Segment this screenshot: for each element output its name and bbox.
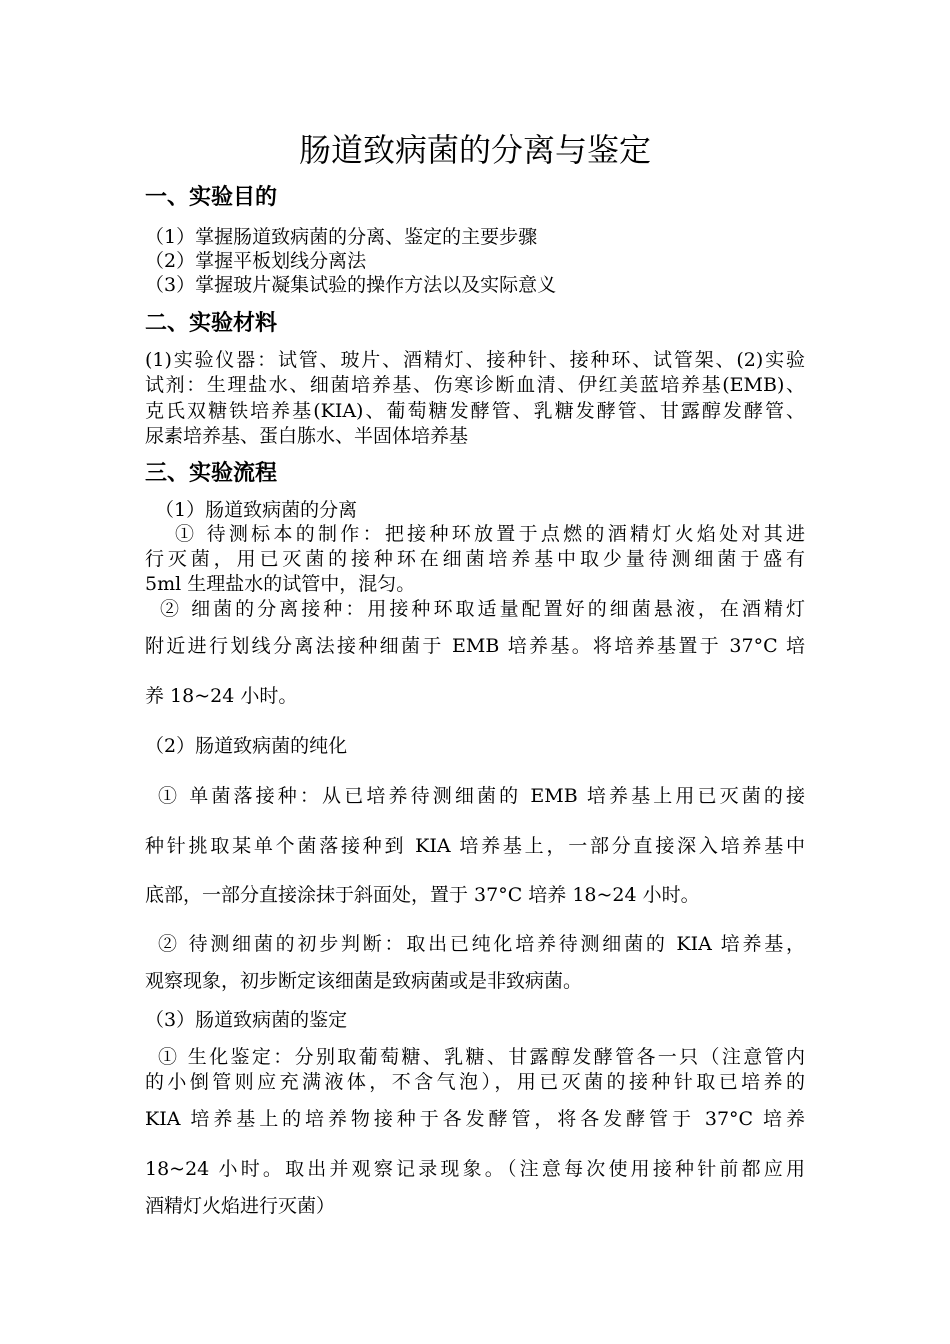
step-line: ① 单菌落接种：从已培养待测细菌的 EMB 培养基上用已灭菌的接: [158, 785, 805, 807]
purpose-item: （2）掌握平板划线分离法: [145, 250, 367, 272]
step-line: 观察现象，初步断定该细菌是致病菌或是非致病菌。: [145, 970, 583, 992]
section-heading-procedure: 三、实验流程: [145, 461, 278, 486]
materials-line: 试剂：生理盐水、细菌培养基、伤寒诊断血清、伊红美蓝培养基(EMB)、: [145, 374, 805, 396]
step-line: 酒精灯火焰进行灭菌）: [145, 1195, 336, 1217]
step-line: ② 细菌的分离接种：用接种环取适量配置好的细菌悬液，在酒精灯: [160, 598, 805, 620]
step-line: 5ml 生理盐水的试管中，混匀。: [145, 573, 416, 595]
step-line: ② 待测细菌的初步判断：取出已纯化培养待测细菌的 KIA 培养基，: [158, 933, 805, 955]
materials-line: 尿素培养基、蛋白胨水、半固体培养基: [145, 425, 469, 447]
step-line: 底部，一部分直接涂抹于斜面处，置于 37°C 培养 18~24 小时。: [145, 884, 700, 906]
purpose-item: （1）掌握肠道致病菌的分离、鉴定的主要步骤: [145, 226, 538, 248]
step-line: 行灭菌，用已灭菌的接种环在细菌培养基中取少量待测细菌于盛有: [145, 548, 805, 570]
step-line: 附近进行划线分离法接种细菌于 EMB 培养基。将培养基置于 37°C 培: [145, 635, 805, 657]
step-line: 种针挑取某单个菌落接种到 KIA 培养基上，一部分直接深入培养基中: [145, 835, 805, 857]
section-heading-materials: 二、实验材料: [145, 311, 278, 336]
step-line: ① 待测标本的制作：把接种环放置于点燃的酒精灯火焰处对其进: [175, 523, 805, 545]
step-line: 18~24 小时。取出并观察记录现象。（注意每次使用接种针前都应用: [145, 1158, 805, 1180]
subsection-title: （3）肠道致病菌的鉴定: [145, 1009, 348, 1031]
section-heading-purpose: 一、实验目的: [145, 185, 278, 210]
step-line: KIA 培养基上的培养物接种于各发酵管，将各发酵管于 37°C 培养: [145, 1108, 805, 1130]
step-line: 的小倒管则应充满液体，不含气泡），用已灭菌的接种针取已培养的: [145, 1071, 805, 1093]
materials-line: 克氏双糖铁培养基(KIA)、葡萄糖发酵管、乳糖发酵管、甘露醇发酵管、: [145, 400, 805, 422]
materials-line: (1)实验仪器：试管、玻片、酒精灯、接种针、接种环、试管架、(2)实验: [145, 349, 805, 371]
subsection-title: （1）肠道致病菌的分离: [155, 499, 358, 521]
purpose-item: （3）掌握玻片凝集试验的操作方法以及实际意义: [145, 274, 557, 296]
subsection-title: （2）肠道致病菌的纯化: [145, 735, 348, 757]
step-line: 养 18~24 小时。: [145, 685, 298, 707]
page-title: 肠道致病菌的分离与鉴定: [298, 131, 651, 169]
step-line: ① 生化鉴定：分别取葡萄糖、乳糖、甘露醇发酵管各一只（注意管内: [158, 1046, 805, 1068]
